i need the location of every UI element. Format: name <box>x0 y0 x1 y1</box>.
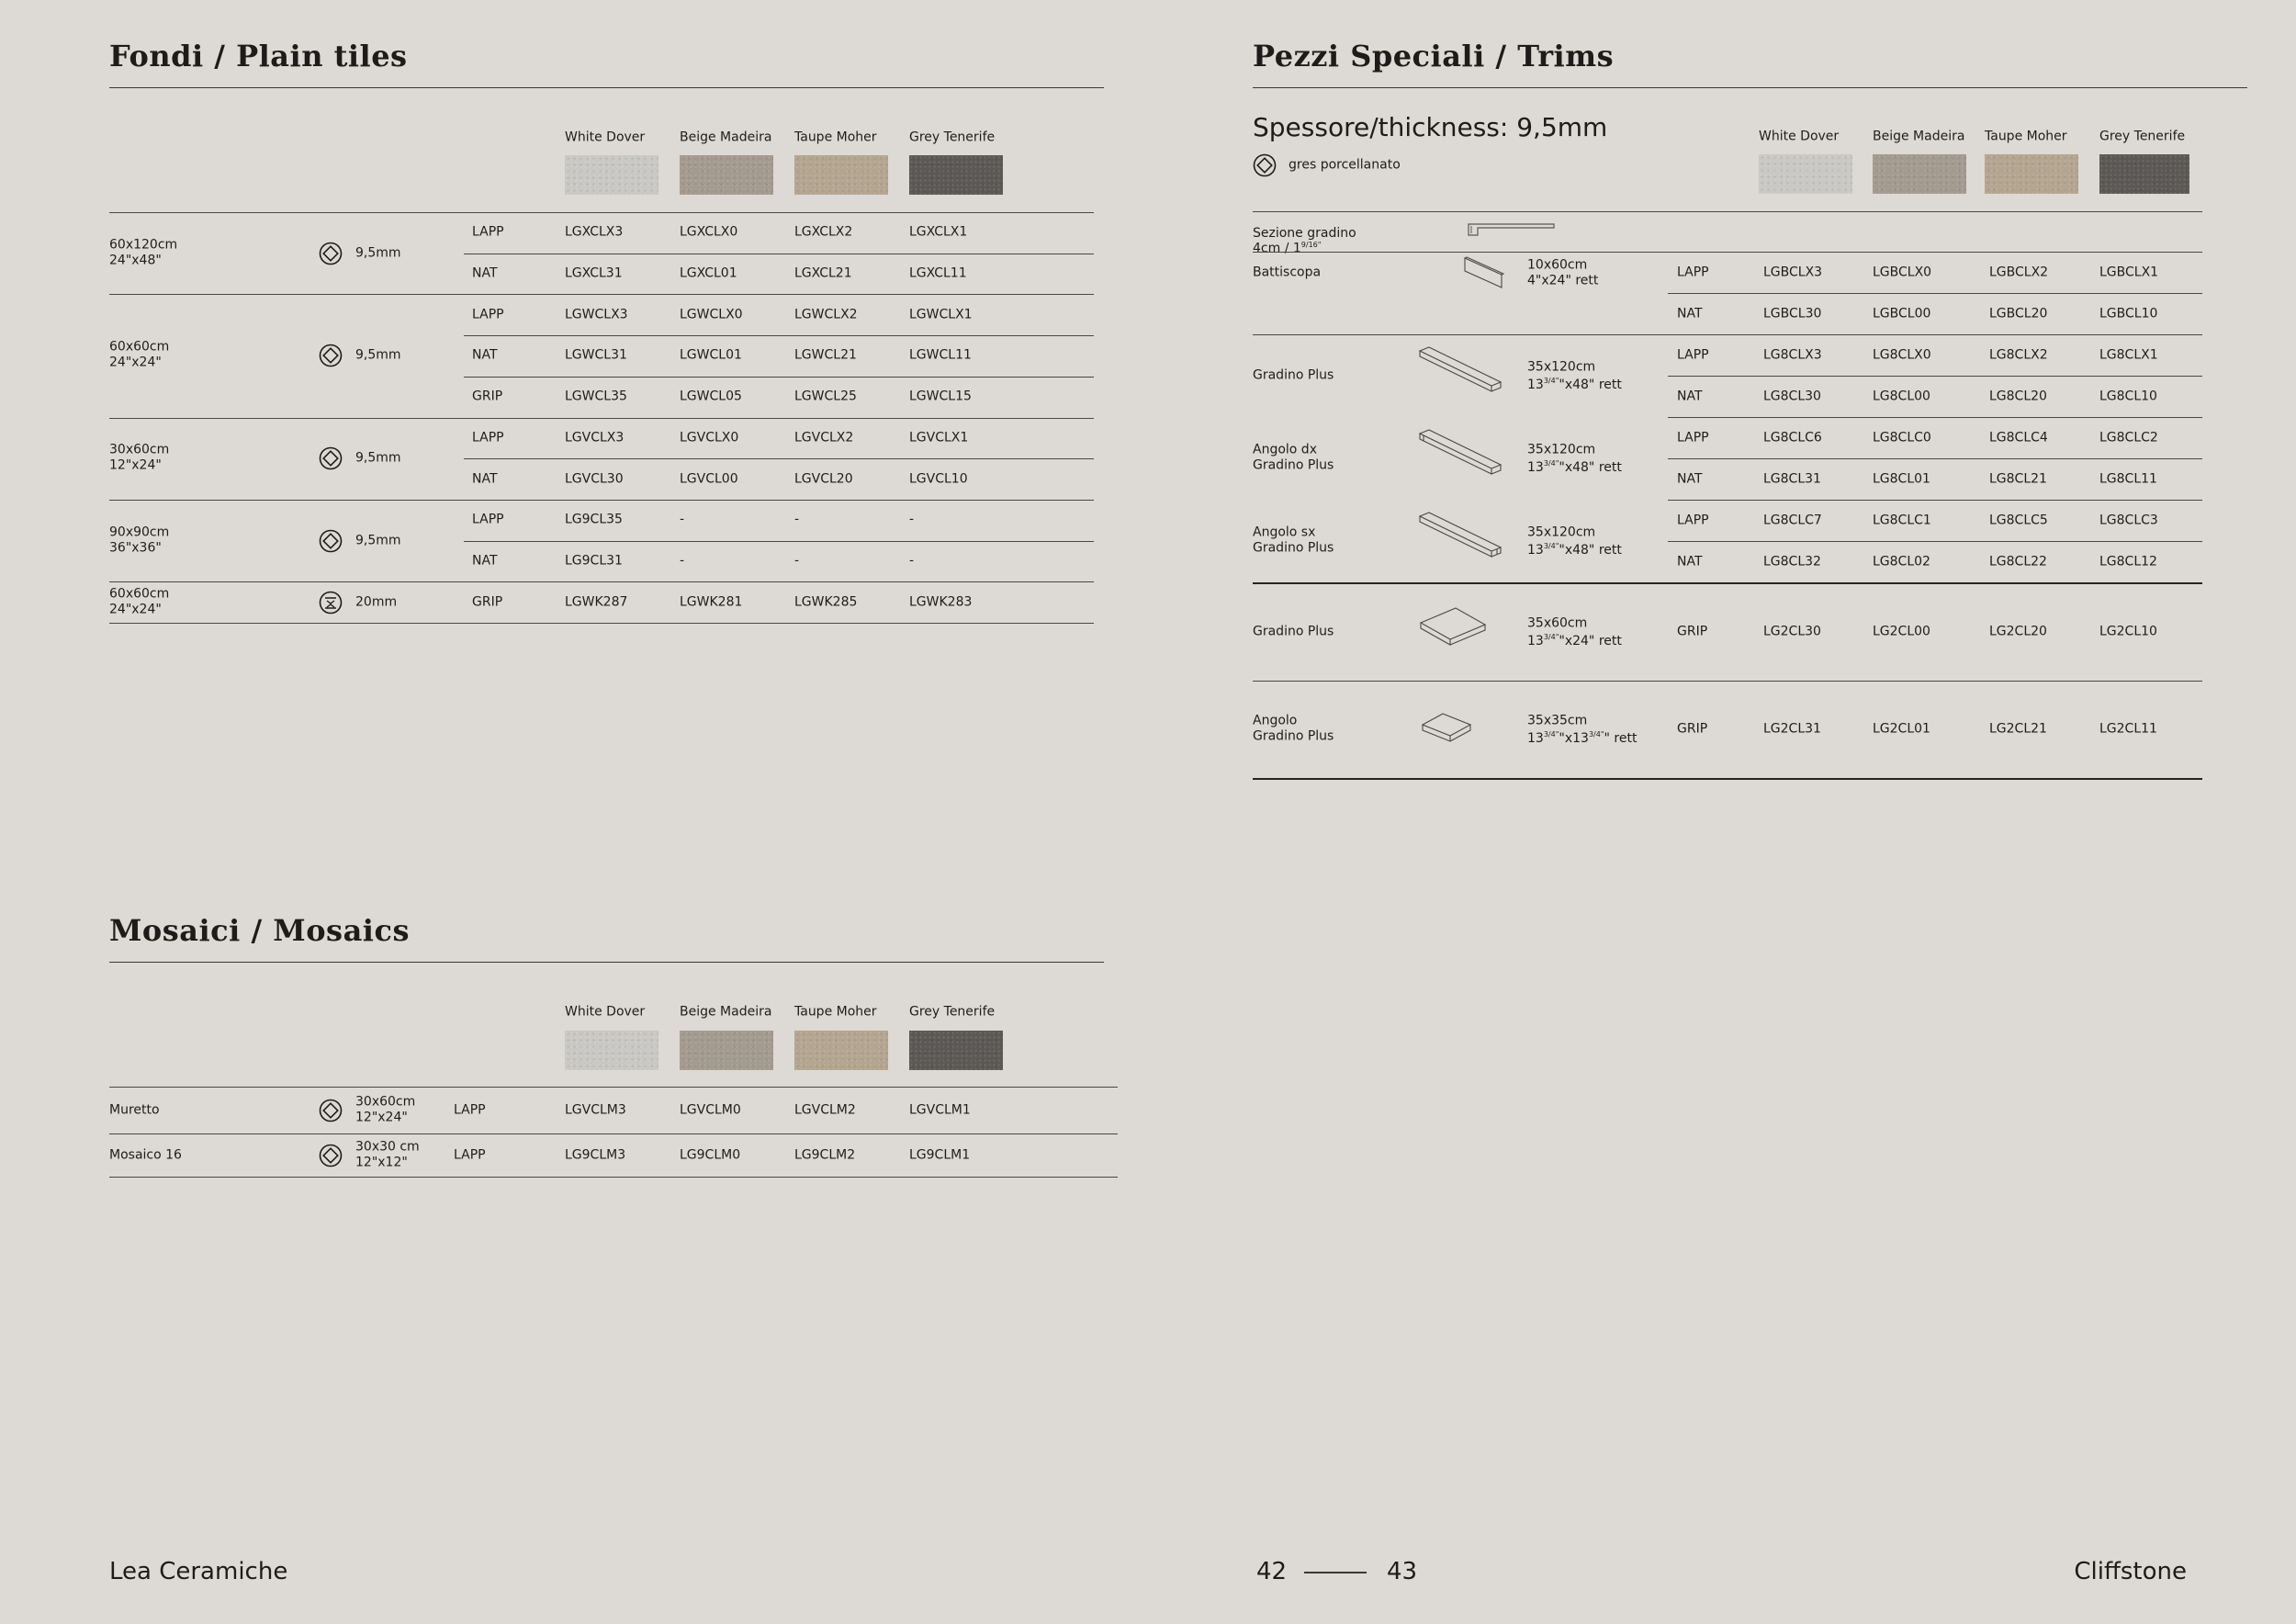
product-code: LGWCL21 <box>794 347 857 363</box>
mosaic-size-cm: 30x30 cm <box>355 1139 420 1154</box>
product-code: LG2CL31 <box>1763 721 1821 737</box>
product-code: LGBCLX3 <box>1763 265 1823 280</box>
product-code: LGVCLX3 <box>565 430 625 445</box>
tile-thickness: 9,5mm <box>355 533 401 548</box>
mosaics-title-rule <box>109 962 1104 963</box>
plain-color-label: Taupe Moher <box>794 130 877 145</box>
finish-label: NAT <box>472 471 498 487</box>
product-code: - <box>794 553 800 569</box>
color-swatch <box>1985 154 2078 194</box>
product-code: LG9CLM0 <box>680 1147 741 1162</box>
product-code: LG2CL01 <box>1873 721 1930 737</box>
product-code: LGBCL10 <box>2099 306 2158 321</box>
trim-name: Gradino Plus <box>1253 624 1334 638</box>
row-rule <box>1668 376 2202 377</box>
product-code: LG8CL01 <box>1873 471 1930 486</box>
product-code: LGXCL11 <box>909 265 967 281</box>
product-code: LG8CLC7 <box>1763 513 1822 527</box>
trim-size-inch-part: " rett <box>1604 730 1638 746</box>
product-code: LG9CLM1 <box>909 1147 971 1162</box>
product-code: LGWK283 <box>909 594 973 610</box>
finish-label: LAPP <box>472 512 504 527</box>
product-code: LG8CL20 <box>1989 389 2047 403</box>
product-code: LGXCLX2 <box>794 224 853 240</box>
tile-thickness: 9,5mm <box>355 450 401 466</box>
product-code: LG9CL31 <box>565 553 623 569</box>
product-code: LG8CL21 <box>1989 471 2047 486</box>
trim-size-cm: 35x120cm <box>1527 524 1596 540</box>
footer-brand: Lea Ceramiche <box>109 1558 288 1585</box>
row-rule <box>1668 500 2202 501</box>
trim-size-inch-part: "x13 <box>1559 730 1589 746</box>
row-rule <box>109 1133 1118 1134</box>
product-code: LGVCLM3 <box>565 1102 626 1117</box>
trim-size-cm: 35x120cm <box>1527 359 1596 375</box>
plain-tiles-title-rule <box>109 87 1104 88</box>
fraction-superscript: 3/4" <box>1588 730 1604 739</box>
product-code: LGWCL01 <box>680 347 742 363</box>
product-code: LGVCLX0 <box>680 430 739 445</box>
row-rule <box>1253 252 2202 253</box>
product-code: LG8CLC0 <box>1873 430 1931 445</box>
step-section-value: $4cm / 1^{9/16"}$ <box>1253 241 1322 256</box>
color-swatch <box>1759 154 1852 194</box>
trim-size-inch-part: "x48" rett <box>1559 377 1622 392</box>
trim-size-cm: 35x35cm <box>1527 713 1588 728</box>
fraction-superscript: 3/4" <box>1543 542 1559 551</box>
mosaic-size-inch: 12"x12" <box>355 1155 408 1169</box>
tile-size-inch: 24"x48" <box>109 253 162 268</box>
finish-label: NAT <box>472 347 498 363</box>
finish-label: LAPP <box>1677 430 1709 445</box>
finish-label: LAPP <box>1677 265 1709 280</box>
trim-name: Gradino Plus <box>1253 367 1334 383</box>
color-swatch <box>2099 154 2189 194</box>
fraction-superscript: 3/4" <box>1543 459 1559 468</box>
plain-color-label: Grey Tenerife <box>909 130 996 145</box>
color-swatch <box>565 155 658 195</box>
product-code: LGXCL21 <box>794 265 852 281</box>
trims-color-label: Grey Tenerife <box>2099 129 2186 144</box>
product-code: LGVCL30 <box>565 471 624 487</box>
product-code: LG8CL11 <box>2099 471 2157 486</box>
finish-label: LAPP <box>472 224 504 240</box>
trim-name: Angolo <box>1253 713 1298 728</box>
trims-color-label: Taupe Moher <box>1985 129 2067 144</box>
product-code: LGWCLX2 <box>794 307 858 322</box>
product-code: LGWCL25 <box>794 389 857 404</box>
finish-label: GRIP <box>472 594 503 610</box>
mosaic-size-cm: 30x60cm <box>355 1094 416 1109</box>
trim-size-cm: 35x60cm <box>1527 615 1588 630</box>
color-swatch <box>680 155 773 195</box>
product-code: LG8CLX1 <box>2099 347 2158 362</box>
row-rule <box>464 377 1094 378</box>
product-code: LGVCL00 <box>680 471 738 487</box>
product-code: LGVCL20 <box>794 471 853 487</box>
color-swatch <box>909 1031 1003 1070</box>
finish-label: LAPP <box>1677 513 1709 527</box>
tile-size-cm: 60x60cm <box>109 339 170 355</box>
fraction-superscript: 3/4" <box>1543 730 1559 739</box>
product-code: LG8CLC5 <box>1989 513 2048 527</box>
section-rule <box>1253 582 2202 584</box>
product-code: LGVCLM1 <box>909 1102 971 1117</box>
product-code: LG2CL10 <box>2099 624 2157 638</box>
product-code: - <box>794 512 800 527</box>
product-code: LGBCL30 <box>1763 306 1822 321</box>
row-rule <box>1668 541 2202 542</box>
color-swatch <box>1873 154 1966 194</box>
finish-label: LAPP <box>472 430 504 445</box>
product-code: LGBCLX0 <box>1873 265 1932 280</box>
footer-page-right: 43 <box>1387 1558 1418 1585</box>
product-code: LG2CL30 <box>1763 624 1821 638</box>
table-rule <box>1253 211 2202 212</box>
porcelain-icon <box>1253 153 1277 177</box>
row-rule <box>109 1177 1118 1178</box>
step-section-label: Sezione gradino <box>1253 226 1356 241</box>
product-code: LG9CLM2 <box>794 1147 856 1162</box>
product-code: LGBCLX2 <box>1989 265 2049 280</box>
corner-step-left-icon <box>1416 511 1504 573</box>
product-code: LGWK281 <box>680 594 743 610</box>
product-code: LG8CL30 <box>1763 389 1821 403</box>
tile-size-inch: 24"x24" <box>109 355 162 370</box>
trim-name-line2: Gradino Plus <box>1253 728 1334 744</box>
trims-title: Pezzi Speciali / Trims <box>1253 39 1615 73</box>
finish-label: GRIP <box>1677 721 1708 737</box>
finish-label: LAPP <box>1677 347 1709 362</box>
section-rule <box>1253 778 2202 780</box>
row-rule <box>464 335 1094 336</box>
finish-label: LAPP <box>454 1147 486 1162</box>
product-code: - <box>909 512 915 527</box>
footer-collection: Cliffstone <box>2074 1558 2187 1585</box>
product-code: LG8CL10 <box>2099 389 2157 403</box>
product-code: LG8CL31 <box>1763 471 1821 486</box>
corner-step-right-icon <box>1416 428 1504 491</box>
fraction-superscript: 3/4" <box>1543 377 1559 386</box>
tile-size-cm: 60x60cm <box>109 586 170 602</box>
product-code: LGWCLX3 <box>565 307 628 322</box>
group-rule <box>109 500 1094 501</box>
trim-size-cm: 10x60cm <box>1527 257 1588 273</box>
product-code: LGXCLX3 <box>565 224 624 240</box>
trim-name: Battiscopa <box>1253 265 1322 280</box>
porcelain-icon <box>319 1144 343 1171</box>
product-code: LGBCLX1 <box>2099 265 2159 280</box>
tile-thickness: 9,5mm <box>355 347 401 363</box>
footer-page-left: 42 <box>1256 1558 1288 1585</box>
finish-label: NAT <box>1677 471 1703 486</box>
product-code: LGVCLM2 <box>794 1102 856 1117</box>
trims-thickness-title: Spessore/thickness: 9,5mm <box>1253 112 1608 142</box>
table-rule <box>109 212 1094 213</box>
product-code: LG2CL20 <box>1989 624 2047 638</box>
product-code: LGXCLX1 <box>909 224 968 240</box>
table-rule <box>109 1087 1118 1088</box>
tile-thickness: 20mm <box>355 594 398 610</box>
product-code: LG8CLX2 <box>1989 347 2048 362</box>
trim-size-inch: $13^{3/4"}"x48$" rett <box>1527 542 1622 558</box>
porcelain-icon <box>319 446 343 474</box>
trim-size-inch-part: "x48" rett <box>1559 459 1622 475</box>
product-code: LG8CLX0 <box>1873 347 1931 362</box>
product-code: LGWCL11 <box>909 347 972 363</box>
product-code: LGBCL20 <box>1989 306 2048 321</box>
tile-size-inch: 36"x36" <box>109 540 162 556</box>
trim-size-inch: $13^{3/4"}"x13^{3/4"}$" rett <box>1527 730 1638 746</box>
group-rule <box>109 581 1094 582</box>
product-code: LGVCLM0 <box>680 1102 741 1117</box>
fraction-superscript: 3/4" <box>1543 632 1559 641</box>
trims-color-label: Beige Madeira <box>1873 129 1965 144</box>
trim-size-inch: $13^{3/4"}"x24$" rett <box>1527 632 1622 648</box>
tile-size-inch: 24"x24" <box>109 602 162 617</box>
trim-size-inch: 4"x24" rett <box>1527 273 1599 288</box>
finish-label: LAPP <box>472 307 504 322</box>
row-rule <box>1253 681 2202 682</box>
corner-step-small-icon <box>1421 710 1474 752</box>
trim-name: Angolo sx <box>1253 524 1316 540</box>
color-swatch <box>794 155 888 195</box>
mosaics-title: Mosaici / Mosaics <box>109 913 410 948</box>
product-code: LGBCL00 <box>1873 306 1931 321</box>
product-code: - <box>680 512 685 527</box>
mosaic-size-inch: 12"x24" <box>355 1110 408 1124</box>
trim-size-inch-part: "x48" rett <box>1559 542 1622 558</box>
trim-size-inch: $13^{3/4"}"x48$" rett <box>1527 377 1622 392</box>
mosaic-name: Mosaico 16 <box>109 1147 182 1162</box>
product-code: LGWCL31 <box>565 347 627 363</box>
fraction-superscript: 9/16" <box>1300 241 1322 249</box>
porcelain-icon <box>319 344 343 371</box>
product-code: LG2CL21 <box>1989 721 2047 737</box>
porcelain-icon <box>319 1099 343 1126</box>
product-code: LG8CLC2 <box>2099 430 2158 445</box>
trim-name-line2: Gradino Plus <box>1253 540 1334 556</box>
step-profile-icon <box>1468 222 1556 241</box>
mosaics-color-label: White Dover <box>565 1004 646 1020</box>
product-code: LG9CL35 <box>565 512 623 527</box>
color-swatch <box>680 1031 773 1070</box>
tile-size-inch: 12"x24" <box>109 457 162 473</box>
product-code: LG8CLC3 <box>2099 513 2158 527</box>
row-rule <box>1668 458 2202 459</box>
mosaics-color-label: Taupe Moher <box>794 1004 877 1020</box>
color-swatch <box>909 155 1003 195</box>
finish-label: GRIP <box>472 389 503 404</box>
outdoor-20mm-icon <box>319 591 343 618</box>
product-code: LGWCL15 <box>909 389 972 404</box>
porcelain-icon <box>319 529 343 557</box>
product-code: LGWCLX0 <box>680 307 743 322</box>
product-code: LGWCLX1 <box>909 307 973 322</box>
product-code: LGVCLX2 <box>794 430 854 445</box>
product-code: LGWCL35 <box>565 389 627 404</box>
trim-size-cm: 35x120cm <box>1527 442 1596 457</box>
porcelain-icon <box>319 242 343 269</box>
product-code: LGWCL05 <box>680 389 742 404</box>
step-plus-icon <box>1416 345 1504 408</box>
trims-color-label: White Dover <box>1759 129 1840 144</box>
tile-thickness: 9,5mm <box>355 245 401 261</box>
product-code: LG8CL00 <box>1873 389 1930 403</box>
product-code: LGWK287 <box>565 594 628 610</box>
product-code: LG2CL00 <box>1873 624 1930 638</box>
trims-material-label: gres porcellanato <box>1289 157 1401 173</box>
product-code: LG8CL22 <box>1989 554 2047 569</box>
finish-label: NAT <box>1677 306 1703 321</box>
product-code: LGXCL01 <box>680 265 737 281</box>
product-code: LG8CL02 <box>1873 554 1930 569</box>
step-plus-small-icon <box>1419 606 1489 658</box>
finish-label: NAT <box>472 265 498 281</box>
product-code: LG2CL11 <box>2099 721 2157 737</box>
product-code: LG8CL32 <box>1763 554 1821 569</box>
mosaic-name: Muretto <box>109 1102 160 1117</box>
product-code: LGXCL31 <box>565 265 623 281</box>
row-rule <box>464 458 1094 459</box>
row-rule <box>464 541 1094 542</box>
finish-label: NAT <box>1677 389 1703 403</box>
product-code: LGVCL10 <box>909 471 968 487</box>
tile-size-cm: 90x90cm <box>109 524 170 540</box>
finish-label: GRIP <box>1677 624 1708 638</box>
group-rule <box>109 623 1094 624</box>
product-code: LG8CLC6 <box>1763 430 1822 445</box>
product-code: LG8CLX3 <box>1763 347 1822 362</box>
trim-name: Angolo dx <box>1253 442 1317 457</box>
trim-name-line2: Gradino Plus <box>1253 457 1334 473</box>
skirting-icon <box>1463 256 1505 293</box>
tile-size-cm: 60x120cm <box>109 237 178 253</box>
finish-label: NAT <box>1677 554 1703 569</box>
trim-size-inch: $13^{3/4"}"x48$" rett <box>1527 459 1622 475</box>
row-rule <box>1668 293 2202 294</box>
trims-title-rule <box>1253 87 2247 88</box>
product-code: LGWK285 <box>794 594 858 610</box>
plain-color-label: White Dover <box>565 130 646 145</box>
tile-size-cm: 30x60cm <box>109 442 170 457</box>
product-code: LG8CLC4 <box>1989 430 2048 445</box>
row-rule <box>1253 334 2202 335</box>
product-code: LGVCLX1 <box>909 430 969 445</box>
product-code: LG8CLC1 <box>1873 513 1931 527</box>
product-code: LG9CLM3 <box>565 1147 626 1162</box>
group-rule <box>109 418 1094 419</box>
trim-size-inch-part: "x24" rett <box>1559 633 1622 648</box>
mosaics-color-label: Beige Madeira <box>680 1004 772 1020</box>
product-code: - <box>680 553 685 569</box>
row-rule <box>1668 417 2202 418</box>
color-swatch <box>565 1031 658 1070</box>
mosaics-color-label: Grey Tenerife <box>909 1004 996 1020</box>
plain-tiles-title: Fondi / Plain tiles <box>109 39 408 73</box>
finish-label: NAT <box>472 553 498 569</box>
footer-page-divider <box>1304 1572 1367 1573</box>
color-swatch <box>794 1031 888 1070</box>
finish-label: LAPP <box>454 1102 486 1117</box>
plain-color-label: Beige Madeira <box>680 130 772 145</box>
product-code: - <box>909 553 915 569</box>
product-code: LG8CL12 <box>2099 554 2157 569</box>
product-code: LGXCLX0 <box>680 224 738 240</box>
group-rule <box>109 294 1094 295</box>
